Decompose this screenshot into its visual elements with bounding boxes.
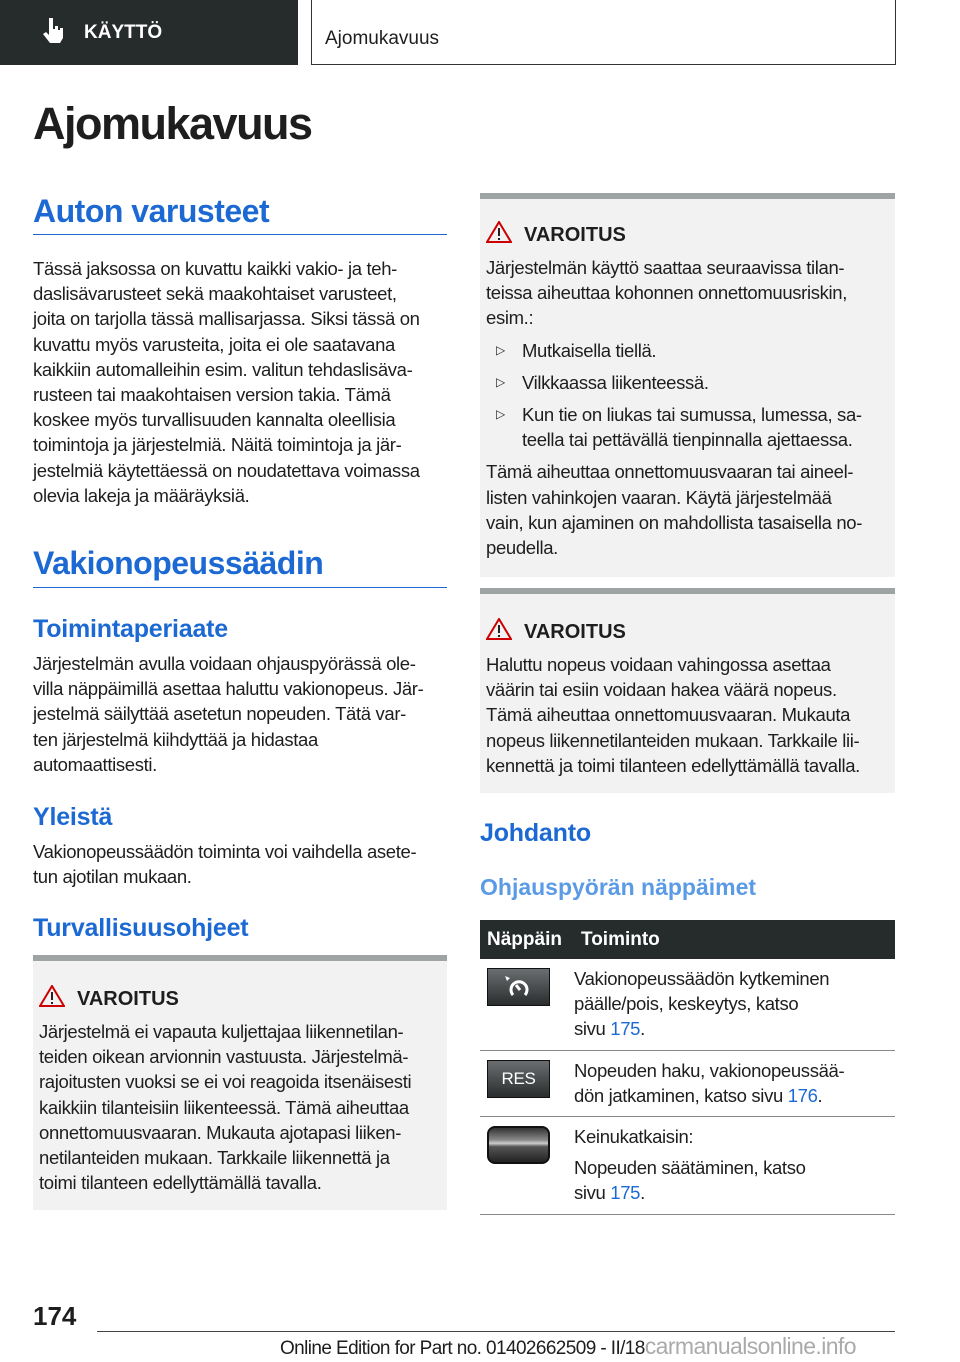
watermark: carmanualsonline.info <box>644 1333 856 1359</box>
page-number: 174 <box>33 1301 77 1331</box>
footer-divider <box>97 1331 895 1332</box>
heading-equipment: Auton varusteet <box>33 193 270 229</box>
divider <box>33 587 447 588</box>
warning-text: Haluttu nopeus voidaan vahingossa asettaa väärin tai esiin voidaan hakea väärä nopeus. Tämä aiheuttaa onnettomuusvaaran. Mukauta nopeus liikennetilanteiden mukaan. Tarkkaile lii- kennettä ja toimi tilanteen edellyttämällä tavalla. <box>486 654 860 776</box>
warning-intro: Järjestelmän käyttö saattaa seuraavissa tilan- teissa aiheuttaa kohonnen onnettomuusriskin, esim.: <box>486 257 848 329</box>
heading-cruise-control: Vakionopeussäädin <box>33 545 324 581</box>
heading-general: Yleistä <box>33 803 113 831</box>
warning-triangle-icon <box>486 618 512 646</box>
section-label: KÄYTTÖ <box>84 21 163 43</box>
triangle-bullet-icon: ▷ <box>496 342 505 357</box>
footer-edition: Online Edition for Part no. 01402662509 - II/18carmanualsonline.info <box>280 1333 856 1359</box>
warning-triangle-icon <box>39 985 65 1013</box>
list-item: ▷ Mutkaisella tiellä. <box>486 338 889 363</box>
heading-safety: Turvallisuusohjeet <box>33 914 249 942</box>
warning-title: VAROITUS <box>77 987 179 1010</box>
warning-box <box>33 955 447 1210</box>
rocker-switch-icon <box>487 1126 550 1164</box>
cruise-control-icon <box>487 968 550 1006</box>
buttons-table <box>480 920 895 1215</box>
warning-box <box>480 193 895 577</box>
page-link[interactable]: 176 <box>787 1084 818 1106</box>
list-item: ▷ Vilkkaassa liikenteessä. <box>486 370 889 395</box>
warning-triangle-icon <box>486 221 512 249</box>
table-row: Vakionopeussäädön kytkeminen päälle/pois, keskeytys, katso sivu 175. <box>480 959 895 1050</box>
general-text: Vakionopeussäädön toiminta voi vaihdella asete- tun ajotilan mukaan. <box>33 841 417 888</box>
warning-bullets <box>486 338 889 453</box>
triangle-bullet-icon: ▷ <box>496 374 505 389</box>
triangle-bullet-icon: ▷ <box>496 407 505 422</box>
hand-pointer-icon <box>40 16 66 49</box>
page-link[interactable]: 175 <box>610 1018 641 1040</box>
page-link[interactable]: 175 <box>610 1182 641 1204</box>
warning-text: Tämä aiheuttaa onnettomuusvaaran tai aineel- listen vahinkojen vaaran. Käytä järjestelmää vain, kun ajaminen on mahdollista tasaisella no- peudella. <box>486 461 863 559</box>
warning-title: VAROITUS <box>524 620 626 643</box>
warning-text: Järjestelmä ei vapauta kuljettajaa liikennetilan- teiden oikean arvionnin vastuusta. Järjestelmä- rajoitusten vuoksi se ei voi reagoida itsenäisesti kaikkiin tilanteisiin liikenteessä. Tämä aiheuttaa onnettomuusvaaran. Mukauta ajotapasi liiken- netilanteiden mukaan. Tarkkaile liikennettä ja toimi tilanteen edellyttämällä tavalla. <box>39 1021 412 1194</box>
table-header: Näppäin Toiminto <box>480 920 895 959</box>
table-row: Keinukatkaisin: Nopeuden säätäminen, katso sivu 175. <box>480 1117 895 1215</box>
table-row: RES Nopeuden haku, vakionopeussää- dön jatkaminen, katso sivu 176. <box>480 1050 895 1116</box>
heading-intro: Johdanto <box>480 819 591 847</box>
divider <box>33 234 447 235</box>
equipment-text: Tässä jaksossa on kuvattu kaikki vakio- ja teh- daslisävarusteet sekä maakohtaiset varusteet, joita on tarjolla tässä mallisarjassa. Siksi tässä on kuvattu myös varusteita, joita ei ole saatavana kaikkiin automalleihin esim. valitun tehdaslisäva- rusteen tai maakohtaisen version takia. Tämä koskee myös turvallisuuden kannalta oleellisia toimintoja ja järjestelmiä. Näitä toimintoja ja jär- jestelmiä käytettäessä on noudatettava voimassa olevia lakeja ja määräyksiä. <box>33 258 420 506</box>
section-tab <box>0 0 298 65</box>
heading-principle: Toimintaperiaate <box>33 615 228 643</box>
warning-title: VAROITUS <box>524 223 626 246</box>
list-item: ▷ Kun tie on liukas tai sumussa, lumessa, sa- teella tai pettävällä tienpinnalla ajettaessa. <box>486 402 889 452</box>
res-button-icon: RES <box>487 1060 550 1098</box>
heading-steering-buttons: Ohjauspyörän näppäimet <box>480 874 757 900</box>
principle-text: Järjestelmän avulla voidaan ohjauspyörässä ole- villa näppäimillä asettaa haluttu vakionopeus. Jär- jestelmä säilyttää asetetun nopeuden. Tätä var- ten järjestelmä kiihdyttää ja hidastaa automaattisesti. <box>33 653 424 775</box>
page-title: Ajomukavuus <box>33 98 312 149</box>
warning-box <box>480 588 895 793</box>
chapter-label: Ajomukavuus <box>325 28 440 49</box>
chapter-tab <box>311 0 896 65</box>
